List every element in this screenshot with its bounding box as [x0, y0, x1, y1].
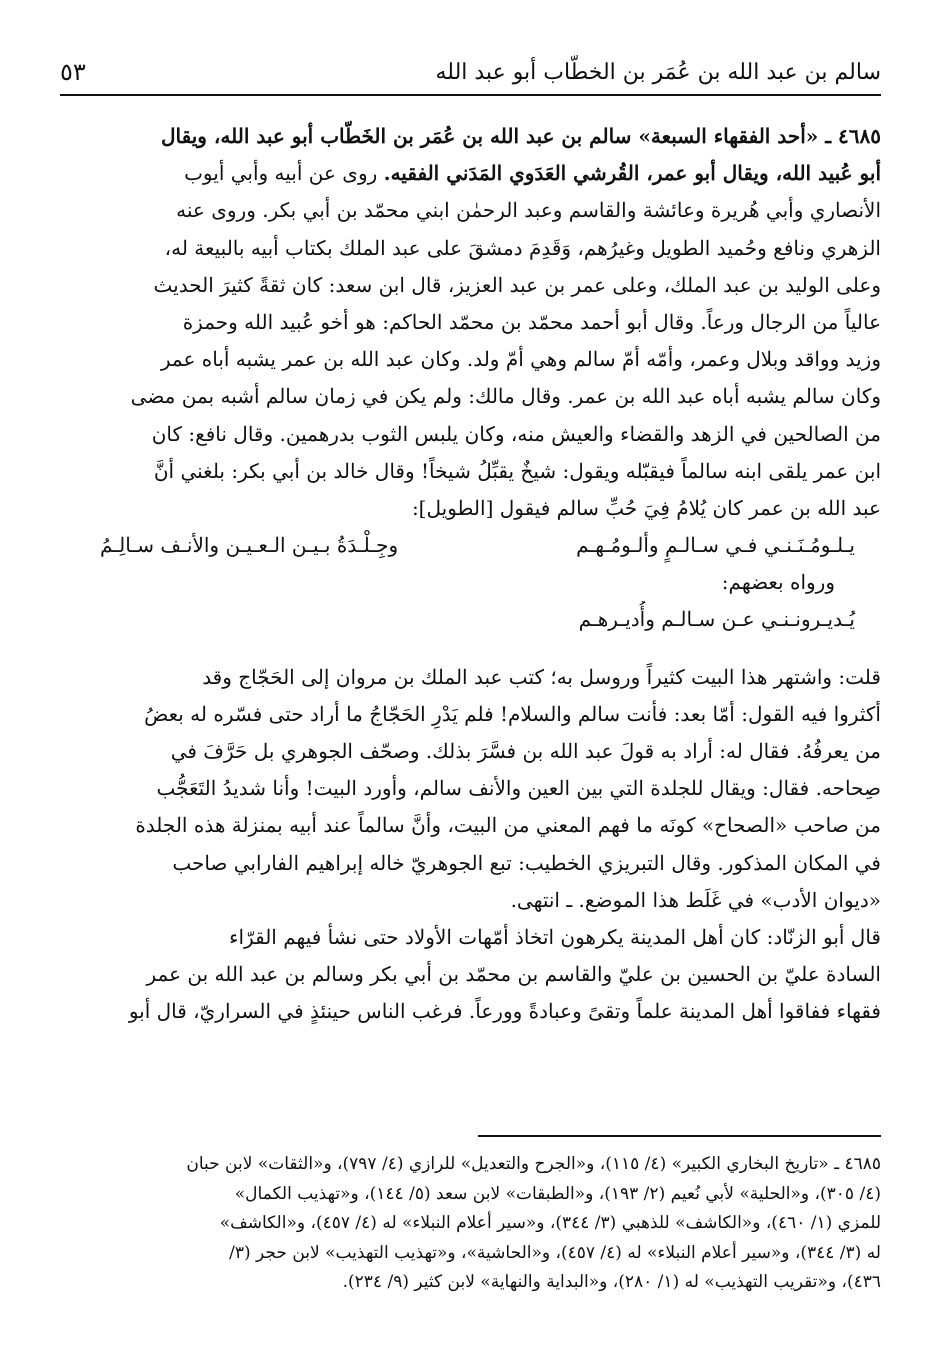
- text-line: صِحاحه. فقال: ويقال للجلدة التي بين العين والأنف سالم، وأورد البيت! وأنا شديدُ التَعَجُّب: [156, 776, 881, 801]
- text-line: من الصالحين في الزهد والقضاء والعيش منه، وكان يلبس الثوب بدرهمين. وقال نافع: كان: [151, 421, 881, 446]
- text-line: الأنصاري وأبي هُريرة وعائشة والقاسم وعبد الرحمٰن ابني محمّد بن أبي بكر. وروى عنه: [176, 198, 881, 223]
- text-line: فقهاء ففاقوا أهل المدينة علماً وتقىً وعبادةً وورعاً. فرغب الناس حينئذٍ في السراريّ، قال أبو: [128, 999, 881, 1024]
- running-header: [60, 54, 881, 96]
- verse-first-hemistich: يـلـومُـنَـنـي فـي سـالـمٍ وألـومُـهـم: [576, 533, 855, 558]
- text-line: من صاحب «الصحاح» كونَه ما فهم المعني من البيت، وأنَّ سالماً عند أبيه بمنزلة هذه الجلدة: [135, 813, 881, 838]
- text-line: «ديوان الأدب» في غَلَط هذا الموضع. ـ انتهى.: [510, 887, 881, 912]
- footnote-line: ٤٦٨٥ ـ «تاريخ البخاري الكبير» (٤/ ١١٥)، و«الجرح والتعديل» للرازي (٤/ ٧٩٧)، و«الثقات» لابن حبان: [186, 1154, 881, 1174]
- text-line: عبد الله بن عمر كان يُلامُ فِيَ حُبِّ سالم فيقول [الطويل]:: [411, 495, 881, 520]
- entry-text-start: روى عن أبيه وأبي أيوب: [184, 161, 384, 186]
- text-line: ابن عمر يلقى ابنه سالماً فيقبّله ويقول: شيخٌ يقبِّلُ شيخاً! وقال خالد بن أبي بكر: بلغني أنَّ: [153, 458, 881, 483]
- entry-heading-line-2: [60, 155, 881, 192]
- entry-heading-name: أبو عُبيد الله، ويقال أبو عمر، القُرشي العَدَوي المَدَني الفقيه.: [383, 161, 881, 186]
- text-line: أكثروا فيه القول: أمّا بعد: فأنت سالم والسلام! فلم يَدْرِ الحَجّاجُ ما أراد حتى فسّره له بعضُ: [144, 701, 881, 726]
- text-line: من يعرفُهُ. فقال له: أراد به قولَ عبد الله بن فسَّرَ بذلك. وصحّف الجوهري بل حَرَّفَ في: [170, 739, 881, 763]
- text-line: وزيد وواقد وبلال وعمر، وأمّه أمّ سالم وهي أمّ ولد. وكان عبد الله بن عمر يشبه أباه عمر: [160, 347, 881, 372]
- variant-intro: ورواه بعضهم:: [721, 570, 835, 595]
- footnote-line: للمزي (١/ ٤٦٠)، و«الكاشف» للذهبي (٣/ ٣٤٤)، و«سير أعلام النبلاء» له (٤/ ٤٥٧)، و«الكاشف»: [219, 1213, 881, 1233]
- footnote-line: ٤٣٦)، و«تقريب التهذيب» له (١/ ٢٨٠)، و«البداية والنهاية» لابن كثير (٩/ ٢٣٤).: [342, 1272, 881, 1292]
- spacer: [60, 639, 881, 659]
- running-title: سالم بن عبد الله بن عُمَر بن الخطّاب أبو عبد الله: [435, 60, 881, 85]
- text-line: وكان سالم يشبه أباه عبد الله بن عمر. وقال مالك: ولم يكن في زمان سالم أشبه بمن مضى: [130, 384, 881, 409]
- verse-second-hemistich: وجِـلْـدَةُ بـيـن الـعـيـن والأنـف سـالِـمُ: [100, 533, 399, 558]
- text-line: وعلى الوليد بن عبد الملك، وعلى عمر بن عبد العزيز، قال ابن سعد: كان ثقةً كثيرَ الحديث: [153, 272, 881, 297]
- text-line: قلت: واشتهر هذا البيت كثيراً وروسل به؛ كتب عبد الملك بن مروان إلى الحَجّاج وقد: [202, 664, 881, 689]
- text-line: السادة عليّ بن الحسين بن عليّ والقاسم بن محمّد بن أبي بكر وسالم بن عبد الله بن عمر: [146, 962, 881, 987]
- text-line: عالياً من الرجال ورعاً. وقال أبو أحمد محمّد بن محمّد الحاكم: هو أخو عُبيد الله وحمزة: [182, 309, 881, 334]
- text-line: في المكان المذكور. وقال التبريزي الخطيب: تبع الجوهريّ خاله إبراهيم الفارابي صاحب: [172, 850, 881, 875]
- poem-verse-variant: يُـديـرونـنـي عـن سـالـم وأُديـرهـم: [578, 607, 855, 632]
- page-number: ٥٣: [60, 58, 86, 86]
- poem-verse: [60, 527, 881, 564]
- footnotes: [60, 1150, 881, 1298]
- entry-heading-line: ٤٦٨٥ ـ «أحد الفقهاء السبعة» سالم بن عبد الله بن عُمَر بن الخَطّاب أبو عبد الله، ويقال: [161, 124, 881, 148]
- footnote-line: له (٣/ ٣٤٤)، و«سير أعلام النبلاء» له (٤/ ٤٥٧)، و«الحاشية»، و«تهذيب التهذيب» لابن حجر (٣/: [229, 1242, 881, 1263]
- text-line: الزهري ونافع وحُميد الطويل وغيرُهم، وَقَدِمَ دمشقَ على عبد الملك بكتاب أبيه بالبيعة له،: [164, 235, 881, 260]
- footnote-divider: [478, 1135, 881, 1137]
- main-text: [60, 118, 881, 1031]
- text-line: قال أبو الزنّاد: كان أهل المدينة يكرهون اتخاذ أمّهات الأولاد حتى نشأ فيهم القرّاء: [229, 924, 881, 949]
- footnote-line: (٤/ ٣٠٥)، و«الحلية» لأبي نُعيم (٢/ ١٩٣)، و«الطبقات» لابن سعد (٥/ ١٤٤)، و«تهذيب الكمال»: [234, 1183, 881, 1204]
